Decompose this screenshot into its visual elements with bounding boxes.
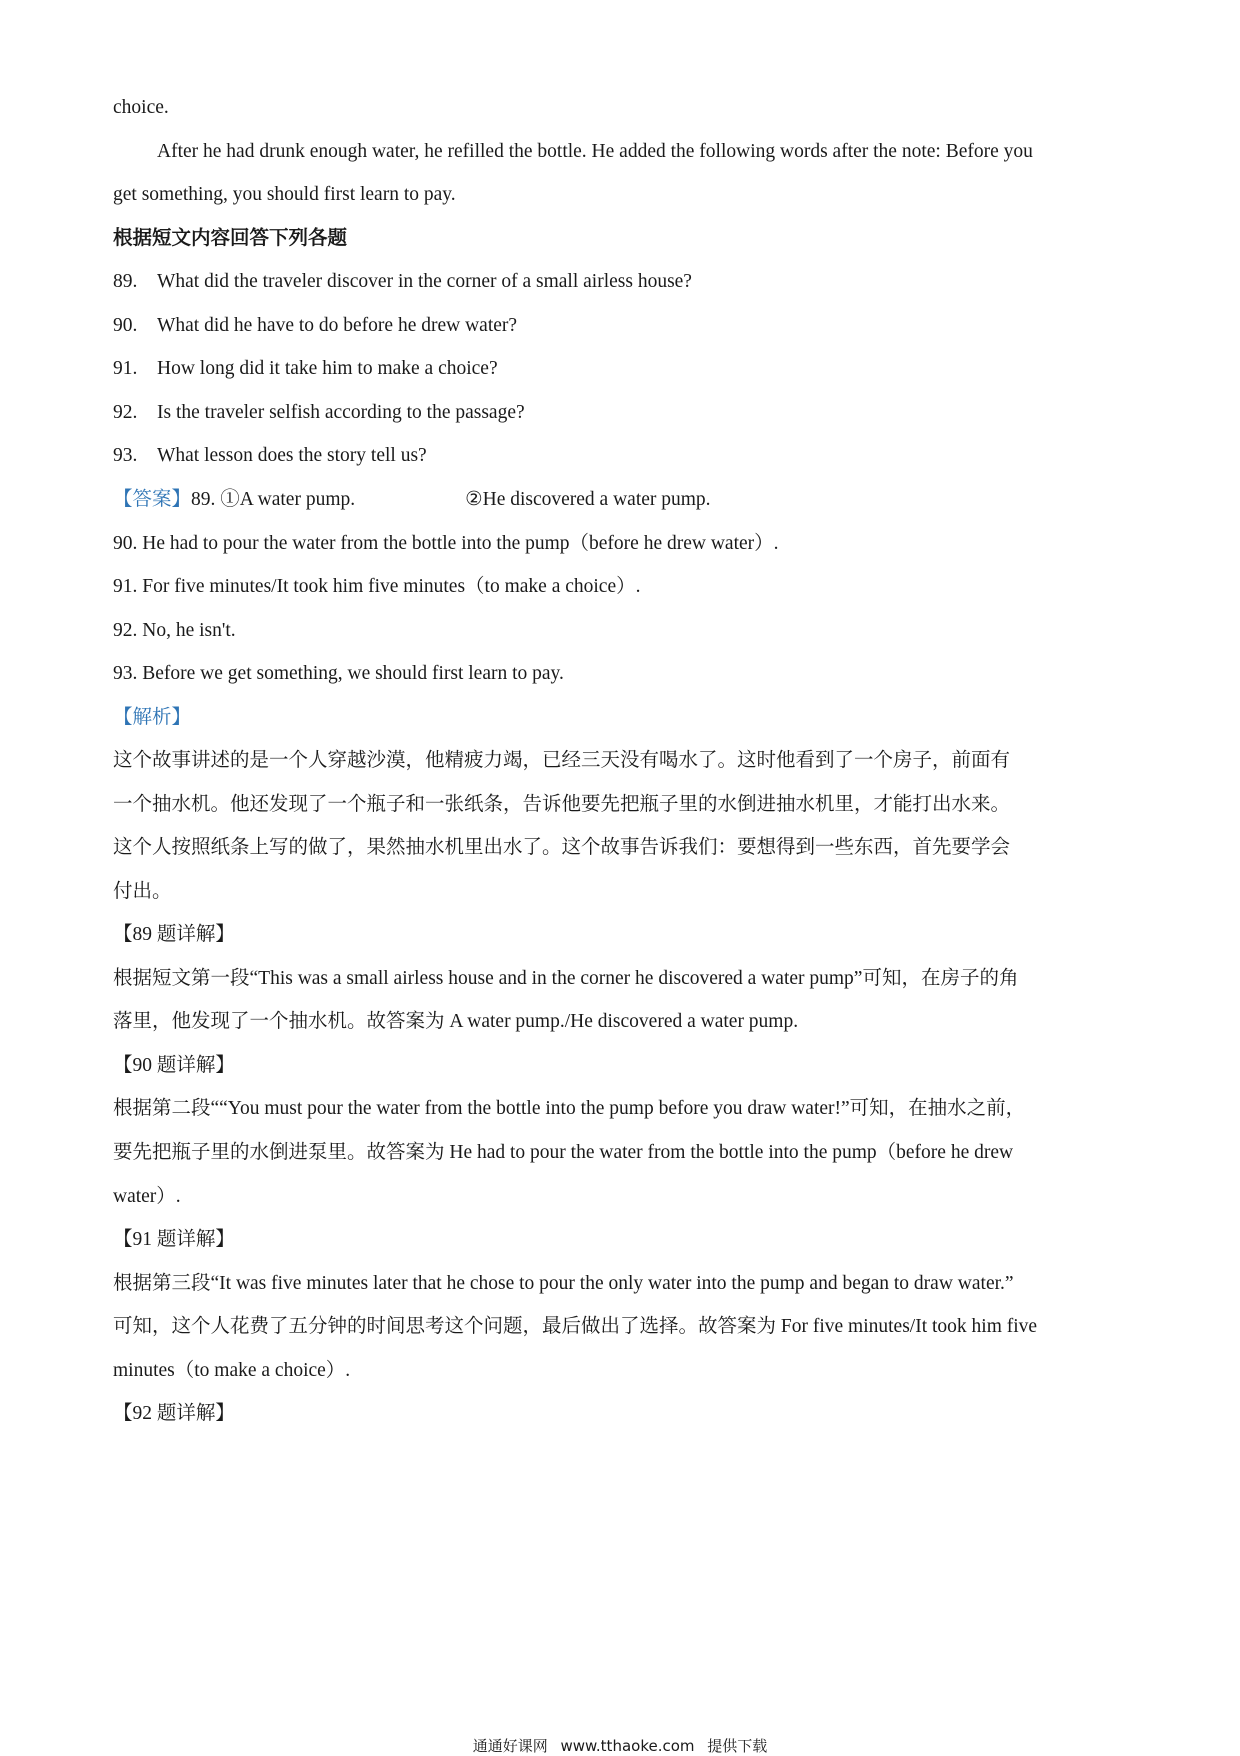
detail-90-heading: 【90 题详解】 <box>113 1055 235 1076</box>
answer-label: 【答案】 <box>113 489 192 510</box>
question-90 <box>113 313 517 339</box>
detail-91-line: 可知，这个人花费了五分钟的时间思考这个问题，最后做出了选择。故答案为 For five minutes/It took him five <box>113 1316 1038 1337</box>
answer-93: 93. Before we get something, we should first learn to pay. <box>113 663 564 684</box>
question-93 <box>113 443 427 469</box>
answer-89-part2: ②He discovered a water pump. <box>465 489 711 510</box>
question-number: 89. <box>113 271 138 292</box>
detail-90-line: water）. <box>113 1186 181 1207</box>
question-89 <box>113 269 692 295</box>
answer-89 <box>113 487 711 513</box>
detail-92-heading: 【92 题详解】 <box>113 1403 235 1424</box>
detail-91-heading: 【91 题详解】 <box>113 1229 235 1250</box>
answer-92: 92. No, he isn't. <box>113 620 236 641</box>
question-91 <box>113 356 498 382</box>
passage-line-1: choice. <box>113 97 169 118</box>
analysis-line: 这个人按照纸条上写的做了，果然抽水机里出水了。这个故事告诉我们：要想得到一些东西，首先要学会 <box>113 837 1011 858</box>
page-footer <box>0 1735 1240 1756</box>
question-text: What did the traveler discover in the corner of a small airless house? <box>157 271 692 292</box>
question-text: Is the traveler selfish according to the passage? <box>157 402 525 423</box>
analysis-line: 付出。 <box>113 881 172 902</box>
answer-89-part1: 89. ①A water pump. <box>191 489 356 510</box>
analysis-line: 这个故事讲述的是一个人穿越沙漠，他精疲力竭，已经三天没有喝水了。这时他看到了一个房子，前面有 <box>113 750 1011 771</box>
analysis-line: 一个抽水机。他还发现了一个瓶子和一张纸条，告诉他要先把瓶子里的水倒进抽水机里，才能打出水来。 <box>113 794 1011 815</box>
footer-suffix: 提供下载 <box>707 1737 768 1755</box>
detail-91-line: minutes（to make a choice）. <box>113 1360 351 1381</box>
question-number: 92. <box>113 402 138 423</box>
footer-url[interactable]: www.tthaoke.com <box>560 1737 695 1755</box>
question-number: 91. <box>113 358 138 379</box>
detail-89-line: 落里，他发现了一个抽水机。故答案为 A water pump./He discovered a water pump. <box>113 1011 799 1032</box>
passage-line-3: get something, you should first learn to pay. <box>113 184 456 205</box>
instruction-heading: 根据短文内容回答下列各题 <box>113 228 348 249</box>
detail-91-line: 根据第三段“It was five minutes later that he chose to pour the only water into the pump and began to draw water.” <box>113 1273 1014 1294</box>
question-text: What lesson does the story tell us? <box>157 445 427 466</box>
question-text: What did he have to do before he drew water? <box>157 315 518 336</box>
detail-89-line: 根据短文第一段“This was a small airless house and in the corner he discovered a water pump”可知，在房子的角 <box>113 968 1019 989</box>
footer-site-name: 通通好课网 <box>472 1737 548 1755</box>
answer-90: 90. He had to pour the water from the bottle into the pump（before he drew water）. <box>113 533 779 554</box>
question-text: How long did it take him to make a choice? <box>157 358 498 379</box>
passage-line-2: After he had drunk enough water, he refilled the bottle. He added the following words after the note: Before you <box>157 141 1033 162</box>
detail-90-line: 要先把瓶子里的水倒进泵里。故答案为 He had to pour the water from the bottle into the pump（before he drew <box>113 1142 1014 1163</box>
question-number: 93. <box>113 445 138 466</box>
answer-91: 91. For five minutes/It took him five minutes（to make a choice）. <box>113 576 641 597</box>
analysis-label: 【解析】 <box>113 707 192 728</box>
question-92 <box>113 400 525 426</box>
detail-90-line: 根据第二段““You must pour the water from the bottle into the pump before you draw water!”可知，在抽水之前， <box>113 1098 1026 1119</box>
question-number: 90. <box>113 315 138 336</box>
detail-89-heading: 【89 题详解】 <box>113 924 235 945</box>
